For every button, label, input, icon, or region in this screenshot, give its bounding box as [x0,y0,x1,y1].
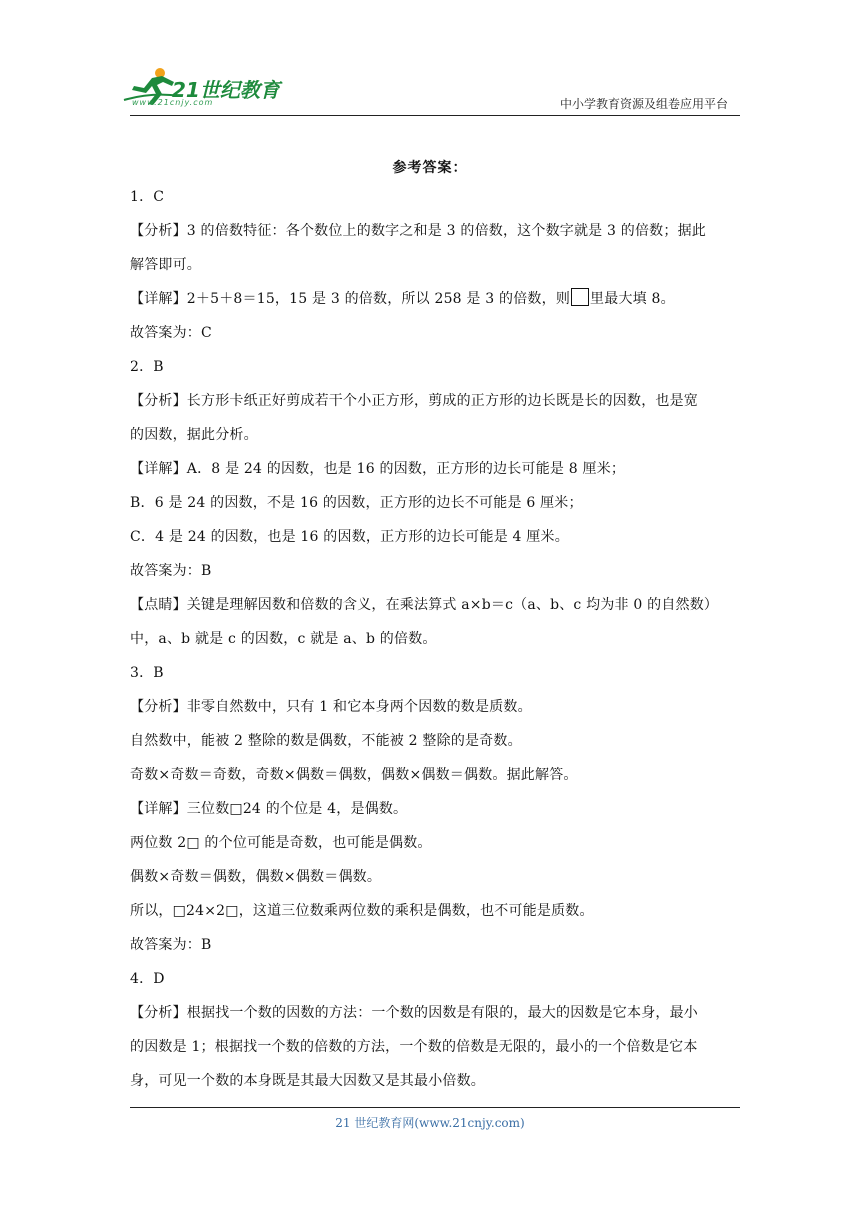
footer-divider [130,1107,740,1108]
logo [122,66,292,122]
answer-content [130,180,738,1098]
text-line: 两位数 2□ 的个位可能是奇数，也可能是偶数。 [130,835,432,851]
text-line: 【分析】非零自然数中，只有 1 和它本身两个因数的数是质数。 [130,699,532,715]
text-line: 的因数，据此分析。 [130,427,258,443]
text-line: 中，a、b 就是 c 的因数，c 就是 a、b 的倍数。 [130,631,437,647]
text-line: 【详解】A．8 是 24 的因数，也是 16 的因数，正方形的边长可能是 8 厘米； [130,461,626,477]
text-line-with-box [130,282,738,316]
text-line: 所以，□24×2□，这道三位数乘两位数的乘积是偶数，也不可能是质数。 [130,903,594,919]
text-line: C．4 是 24 的因数，也是 16 的因数，正方形的边长可能是 4 厘米。 [130,529,569,545]
text-line: 1．C [130,189,165,205]
text-line: 故答案为：C [130,325,212,341]
blank-box [571,288,589,306]
text-segment: 里最大填 8。 [590,291,675,307]
page-title: 参考答案： [392,160,468,176]
text-line: 身，可见一个数的本身既是其最大因数又是其最小倍数。 [130,1073,485,1089]
platform-label: 中小学教育资源及组卷应用平台 [559,97,728,111]
text-line: 自然数中，能被 2 整除的数是偶数，不能被 2 整除的是奇数。 [130,733,522,749]
text-line: 奇数×奇数＝奇数，奇数×偶数＝偶数，偶数×偶数＝偶数。据此解答。 [130,767,578,783]
text-line: 【分析】根据找一个数的因数的方法：一个数的因数是有限的，最大的因数是它本身，最小 [130,1005,698,1021]
text-line: 4．D [130,971,165,987]
text-line: 的因数是 1；根据找一个数的倍数的方法，一个数的倍数是无限的，最小的一个倍数是它本 [130,1039,698,1055]
text-line: 解答即可。 [130,257,201,273]
text-segment: 【详解】2＋5＋8＝15，15 是 3 的倍数，所以 258 是 3 的倍数，则 [130,291,571,307]
text-line: 【详解】三位数□24 的个位是 4，是偶数。 [130,801,408,817]
header-divider [130,115,740,116]
logo-text: 21世纪教育 [172,78,280,102]
text-line: 故答案为：B [130,563,212,579]
text-line: 【分析】3 的倍数特征：各个数位上的数字之和是 3 的倍数，这个数字就是 3 的倍数；据此 [130,223,706,239]
footer-link[interactable]: 21 世纪教育网(www.21cnjy.com) [335,1116,525,1130]
text-line: 偶数×奇数＝偶数，偶数×偶数＝偶数。 [130,869,382,885]
text-line: 【分析】长方形卡纸正好剪成若干个小正方形，剪成的正方形的边长既是长的因数，也是宽 [130,393,698,409]
logo-url: www.21cnjy.com [132,98,214,107]
text-line: B．6 是 24 的因数，不是 16 的因数，正方形的边长不可能是 6 厘米； [130,495,583,511]
text-line: 3．B [130,665,164,681]
text-line: 2．B [130,359,164,375]
text-line: 【点睛】关键是理解因数和倍数的含义，在乘法算式 a×b＝c（a、b、c 均为非 0 的自然数） [130,597,719,613]
page-header [0,0,860,120]
text-line: 故答案为：B [130,937,212,953]
